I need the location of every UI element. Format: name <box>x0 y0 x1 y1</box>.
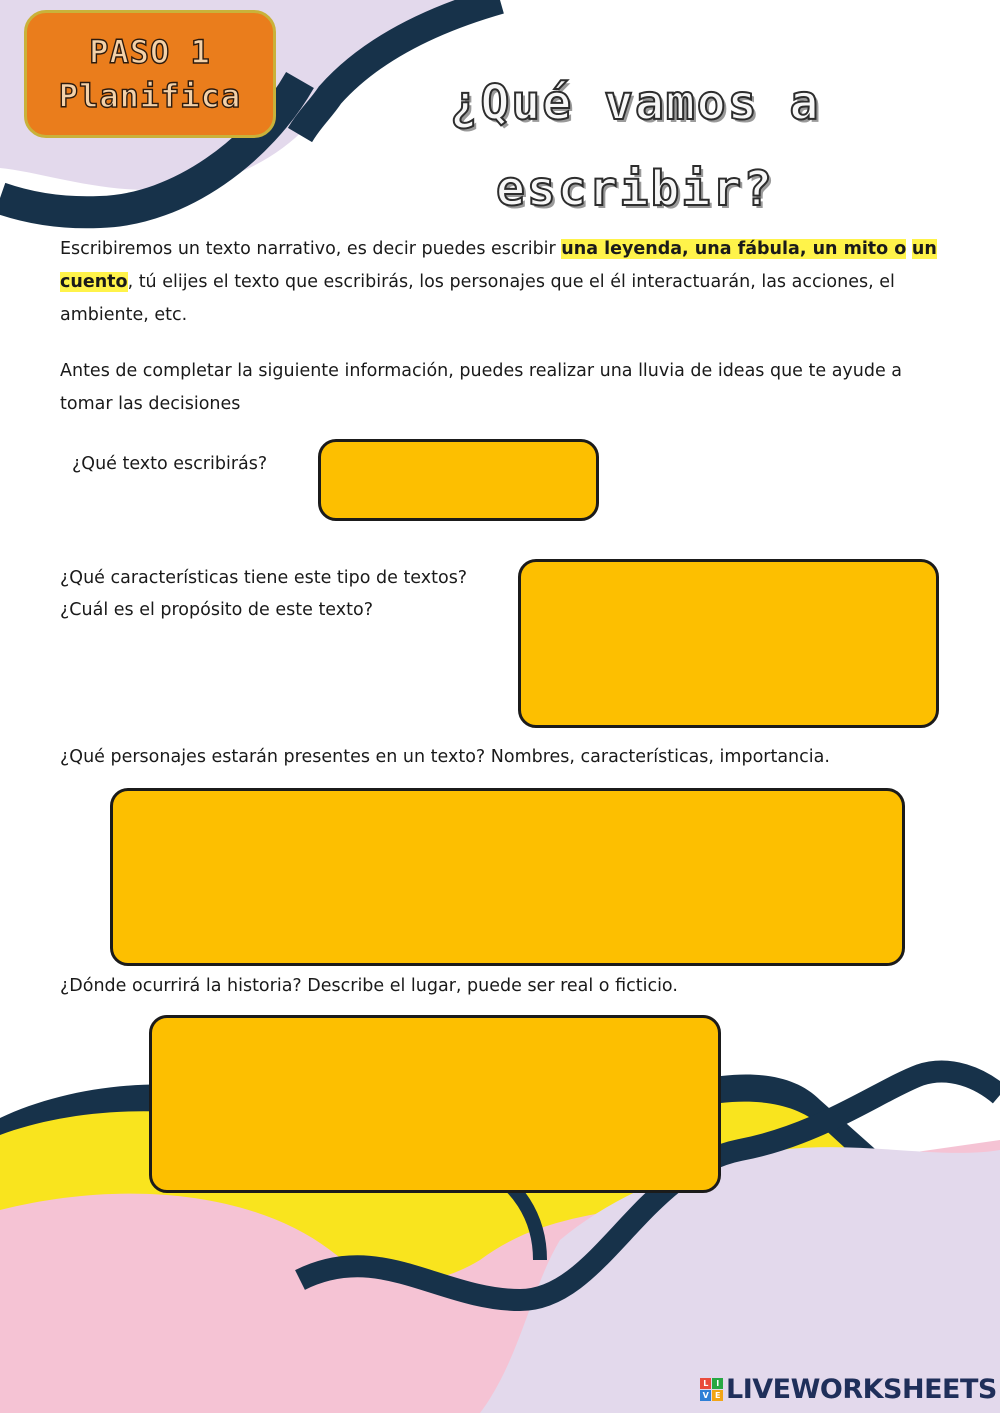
question-text-type: ¿Qué texto escribirás? <box>72 454 268 474</box>
answer-box-setting[interactable] <box>149 1015 721 1193</box>
page-title-line2: escribir? <box>495 161 775 217</box>
liveworksheets-logo <box>700 1374 997 1405</box>
intro-paragraph <box>60 233 945 332</box>
intro-text-2: , tú elijes el texto que escribirás, los personajes que el él interactuarán, las acciones, el ambiente, etc. <box>60 272 895 325</box>
page-title-line1: ¿Qué vamos a <box>449 75 821 131</box>
step-badge-line1: PASO 1 <box>89 33 211 71</box>
step-badge <box>24 10 276 138</box>
intro-highlight-2: un cuento <box>60 239 937 292</box>
question-setting: ¿Dónde ocurrirá la historia? Describe el lugar, puede ser real o ficticio. <box>60 976 678 996</box>
question-characters: ¿Qué personajes estarán presentes en un texto? Nombres, características, importancia. <box>60 747 830 767</box>
liveworksheets-brand: LIVEWORKSHEETS <box>726 1374 997 1405</box>
page-title <box>400 60 870 232</box>
liveworksheets-logo-icon: L I V E <box>700 1378 723 1401</box>
answer-box-characters[interactable] <box>110 788 905 966</box>
step-badge-line2: Planifica <box>58 77 242 115</box>
question-characteristics: ¿Qué características tiene este tipo de textos? <box>60 568 468 588</box>
instructions-paragraph: Antes de completar la siguiente información, puedes realizar una lluvia de ideas que te ayude a tomar las decisiones <box>60 361 903 414</box>
question-purpose: ¿Cuál es el propósito de este texto? <box>60 600 373 620</box>
answer-box-text-type[interactable] <box>318 439 599 521</box>
answer-box-characteristics[interactable] <box>518 559 939 728</box>
intro-text-1: Escribiremos un texto narrativo, es decir puedes escribir <box>60 239 562 259</box>
intro-highlight-1: una leyenda, una fábula, un mito o <box>561 239 907 259</box>
